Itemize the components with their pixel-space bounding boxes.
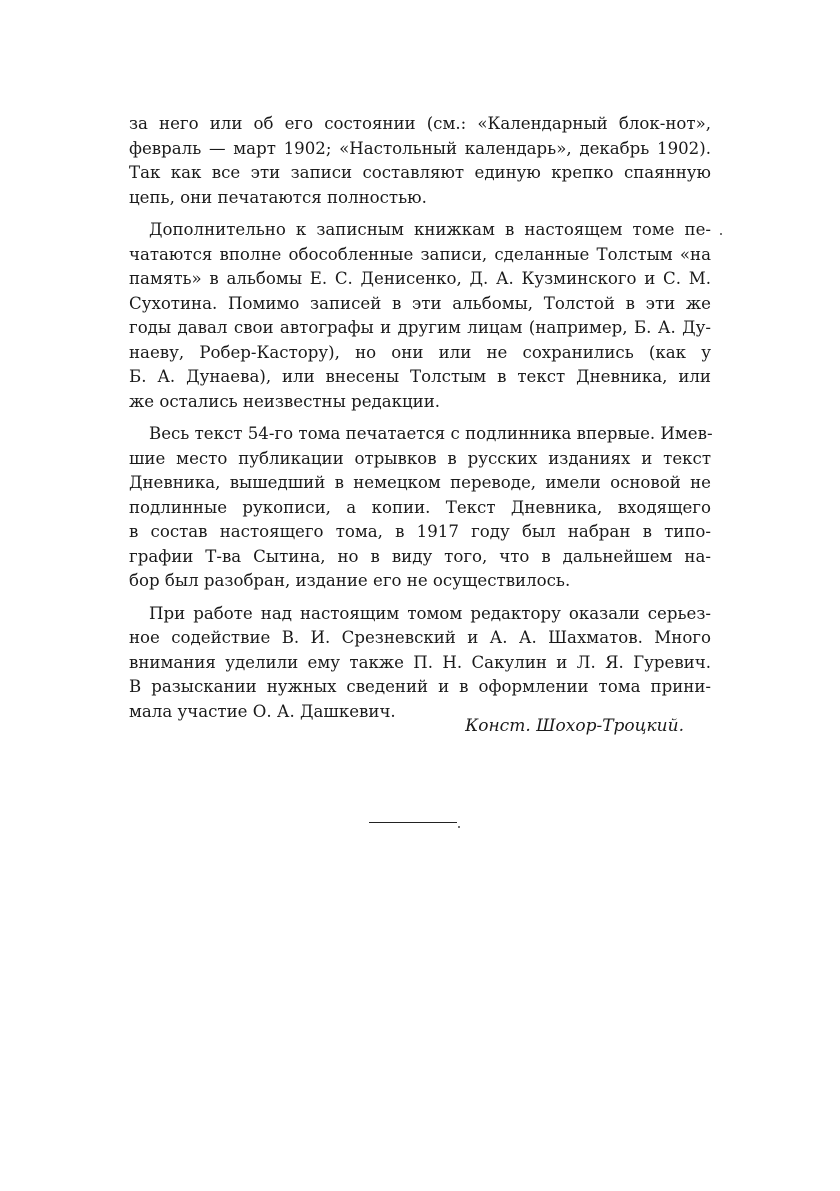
text-line: годы давал свои автографы и другим лицам (например, Б. А. Ду- xyxy=(129,318,711,337)
text-line: Так как все эти записи составляют единую крепко спаянную xyxy=(129,163,711,182)
document-page xyxy=(129,112,713,736)
text-line: февраль — март 1902; «Настольный календарь», декабрь 1902). xyxy=(129,138,711,158)
text-line: Весь текст 54-го тома печатается с подлинника впервые. Имев- xyxy=(149,424,713,443)
text-line: подлинные рукописи, а копии. Текст Дневника, входящего xyxy=(129,497,711,517)
text-line: цепь, они печатаются полностью. xyxy=(129,187,427,207)
text-line: графии Т-ва Сытина, но в виду того, что в дальнейшем на- xyxy=(129,546,711,566)
text-line: бор был разобран, издание его не осуществилось. xyxy=(129,571,571,590)
text-line: память» в альбомы Е. С. Денисенко, Д. А. Кузминского и С. М. xyxy=(129,269,711,288)
paragraph-3 xyxy=(129,422,711,594)
text-line: же остались неизвестны редакции. xyxy=(129,391,441,411)
text-line: наеву, Робер-Кастору), но они или не сохранились (как у xyxy=(129,342,711,362)
text-line: Дневника, вышедший в немецком переводе, имели основой не xyxy=(129,473,711,492)
text-line: в состав настоящего тома, в 1917 году был набран в типо- xyxy=(129,522,711,541)
paragraph-4 xyxy=(129,602,711,725)
text-line: внимания уделили ему также П. Н. Сакулин и Л. Я. Гуревич. xyxy=(129,652,711,672)
text-line: мала участие О. А. Дашкевич. xyxy=(129,701,396,721)
print-speck xyxy=(720,233,722,235)
text-line: Сухотина. Помимо записей в эти альбомы, Толстой в эти же xyxy=(129,293,711,313)
text-line: за него или об его состоянии (см.: «Календарный блок-нот», xyxy=(129,114,711,133)
text-line: ное содействие В. И. Срезневский и А. А. Шахматов. Много xyxy=(129,628,711,647)
text-line: чатаются вполне обособленные записи, сделанные Толстым «на xyxy=(129,244,711,264)
text-line: Б. А. Дунаева), или внесены Толстым в текст Дневника, или xyxy=(129,367,711,386)
paragraph-1 xyxy=(129,112,711,210)
text-line: шие место публикации отрывков в русских изданиях и текст xyxy=(129,448,711,468)
author-signature: Конст. Шохор-Троцкий. xyxy=(465,716,684,736)
paragraph-2 xyxy=(129,218,711,414)
text-line: Дополнительно к записным книжкам в настоящем томе пе- xyxy=(149,220,711,239)
text-line: В разыскании нужных сведений и в оформлении тома прини- xyxy=(129,677,711,696)
print-speck xyxy=(458,826,460,828)
text-line: При работе над настоящим томом редактору оказали серьез- xyxy=(149,603,711,623)
end-rule-divider xyxy=(369,822,457,823)
